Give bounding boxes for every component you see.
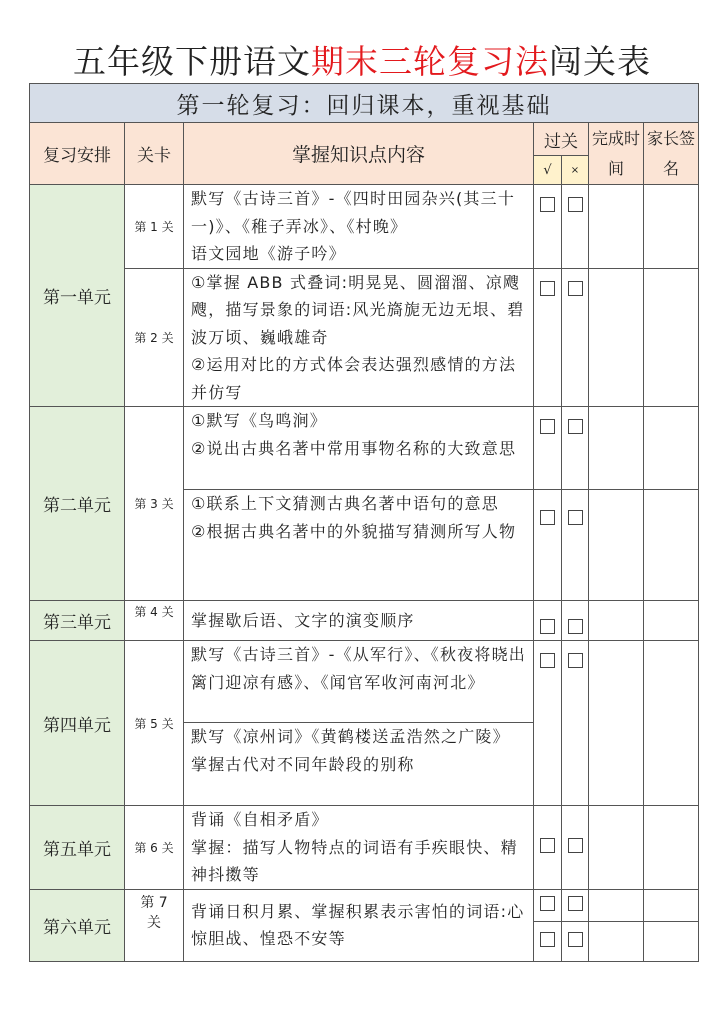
header-schedule: 复习安排 [30, 123, 125, 185]
content-cell: ①联系上下文猜测古典名著中语句的意思 ②根据古典名著中的外貌描写猜测所写人物 [184, 490, 534, 601]
fail-checkbox[interactable] [562, 889, 589, 921]
sign-cell[interactable] [644, 921, 699, 961]
fail-checkbox[interactable] [562, 490, 589, 601]
time-cell[interactable] [589, 601, 644, 641]
content-cell: 背诵日积月累、掌握积累表示害怕的词语:心惊胆战、惶恐不安等 [184, 889, 534, 961]
fail-checkbox[interactable] [562, 641, 589, 806]
time-cell[interactable] [589, 921, 644, 961]
sign-cell[interactable] [644, 407, 699, 490]
level-label: 第 4 关 [125, 601, 184, 641]
unit-label: 第六单元 [30, 889, 125, 961]
pass-checkbox[interactable] [534, 641, 562, 806]
time-cell[interactable] [589, 641, 644, 806]
time-cell[interactable] [589, 889, 644, 921]
content-cell: 背诵《自相矛盾》 掌握：描写人物特点的词语有手疾眼快、精神抖擞等 [184, 806, 534, 890]
level-label: 第 1 关 [125, 185, 184, 269]
header-content: 掌握知识点内容 [184, 123, 534, 185]
content-cell: ①默写《鸟鸣涧》 ②说出古典名著中常用事物名称的大致意思 [184, 407, 534, 490]
level-label: 第 2 关 [125, 268, 184, 407]
header-pass: 过关 [534, 123, 589, 156]
fail-checkbox[interactable] [562, 601, 589, 641]
fail-checkbox[interactable] [562, 268, 589, 407]
pass-checkbox[interactable] [534, 407, 562, 490]
content-cell: 默写《古诗三首》-《从军行》、《秋夜将晓出篱门迎凉有感》、《闻官军收河南河北》 [184, 641, 534, 723]
level-label: 第 7 关 [125, 889, 184, 961]
title-highlight: 期末三轮复习法 [311, 42, 549, 81]
level-label: 第 6 关 [125, 806, 184, 890]
pass-checkbox[interactable] [534, 601, 562, 641]
pass-checkbox[interactable] [534, 490, 562, 601]
unit-label: 第二单元 [30, 407, 125, 601]
time-cell[interactable] [589, 185, 644, 269]
review-table [29, 83, 699, 962]
pass-checkbox[interactable] [534, 889, 562, 921]
sign-cell[interactable] [644, 490, 699, 601]
header-pass-no: × [562, 156, 589, 185]
round-banner: 第一轮复习：回归课本，重视基础 [30, 84, 699, 123]
unit-label: 第一单元 [30, 185, 125, 407]
page-title [0, 36, 724, 83]
fail-checkbox[interactable] [562, 921, 589, 961]
fail-checkbox[interactable] [562, 806, 589, 890]
content-cell: ①掌握 ABB 式叠词:明晃晃、圆溜溜、凉飕飕，描写景象的词语:风光旖旎无边无垠、碧波万顷、巍峨雄奇 ②运用对比的方式体会表达强烈感情的方法并仿写 [184, 268, 534, 407]
time-cell[interactable] [589, 490, 644, 601]
fail-checkbox[interactable] [562, 185, 589, 269]
time-cell[interactable] [589, 268, 644, 407]
pass-checkbox[interactable] [534, 806, 562, 890]
time-cell[interactable] [589, 806, 644, 890]
title-suffix: 闯关表 [549, 42, 651, 81]
sign-cell[interactable] [644, 601, 699, 641]
pass-checkbox[interactable] [534, 185, 562, 269]
unit-label: 第五单元 [30, 806, 125, 890]
level-label: 第 3 关 [125, 407, 184, 601]
content-cell: 掌握歇后语、文字的演变顺序 [184, 601, 534, 641]
time-cell[interactable] [589, 407, 644, 490]
sign-cell[interactable] [644, 185, 699, 269]
pass-checkbox[interactable] [534, 921, 562, 961]
header-sign: 家长签名 [644, 123, 699, 185]
sign-cell[interactable] [644, 889, 699, 921]
fail-checkbox[interactable] [562, 407, 589, 490]
pass-checkbox[interactable] [534, 268, 562, 407]
unit-label: 第四单元 [30, 641, 125, 806]
sign-cell[interactable] [644, 268, 699, 407]
sign-cell[interactable] [644, 641, 699, 806]
sign-cell[interactable] [644, 806, 699, 890]
content-cell: 默写《古诗三首》-《四时田园杂兴(其三十一)》、《稚子弄冰》、《村晚》 语文园地《游子吟》 [184, 185, 534, 269]
header-time: 完成时间 [589, 123, 644, 185]
level-label: 第 5 关 [125, 641, 184, 806]
header-level: 关卡 [125, 123, 184, 185]
header-pass-yes: √ [534, 156, 562, 185]
content-cell: 默写《凉州词》《黄鹤楼送孟浩然之广陵》 掌握古代对不同年龄段的别称 [184, 723, 534, 806]
title-prefix: 五年级下册语文 [73, 42, 311, 81]
unit-label: 第三单元 [30, 601, 125, 641]
